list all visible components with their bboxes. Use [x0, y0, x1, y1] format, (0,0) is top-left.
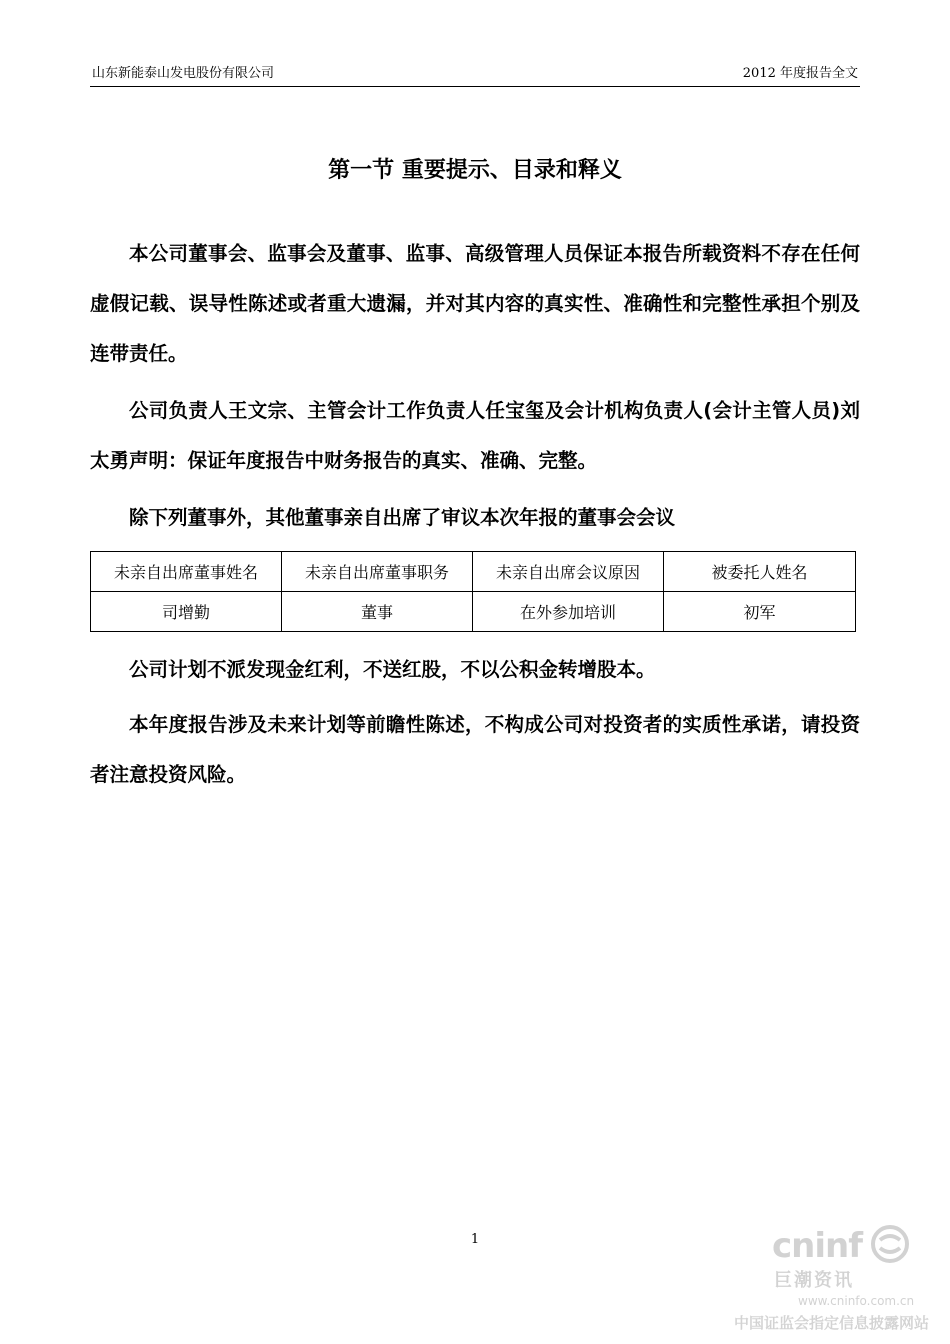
watermark-url: www.cninfo.com.cn — [798, 1294, 915, 1308]
table-header-cell: 未亲自出席会议原因 — [473, 552, 664, 592]
header-company-name: 山东新能泰山发电股份有限公司 — [92, 66, 275, 81]
table-row — [91, 592, 856, 632]
header-report-title: 2012 年度报告全文 — [742, 66, 858, 81]
table-cell: 司增勤 — [91, 592, 282, 632]
watermark-brand-cn: 巨潮资讯 — [774, 1270, 854, 1291]
table-header-cell: 被委托人姓名 — [664, 552, 856, 592]
table-cell: 在外参加培训 — [473, 592, 664, 632]
forward-looking-risk-notice: 本年度报告涉及未来计划等前瞻性陈述，不构成公司对投资者的实质性承诺，请投资者注意投资风险。 — [90, 713, 860, 786]
financial-report-declaration: 公司负责人王文宗、主管会计工作负责人任宝玺及会计机构负责人(会计主管人员)刘太勇声明：保证年度报告中财务报告的真实、准确、完整。 — [90, 399, 860, 472]
responsibility-statement: 本公司董事会、监事会及董事、监事、高级管理人员保证本报告所载资料不存在任何虚假记载、误导性陈述或者重大遗漏，并对其内容的真实性、准确性和完整性承担个别及连带责任。 — [90, 242, 860, 365]
section-title: 第一节 重要提示、目录和释义 — [328, 158, 622, 183]
director-attendance-note: 除下列董事外，其他董事亲自出席了审议本次年报的董事会会议 — [129, 506, 676, 529]
watermark-brand: cninf — [772, 1226, 863, 1266]
watermark-slogan: 中国证监会指定信息披露网站 — [734, 1314, 930, 1332]
table-header-cell: 未亲自出席董事职务 — [282, 552, 473, 592]
table-header-cell: 未亲自出席董事姓名 — [91, 552, 282, 592]
cninfo-logo-icon — [870, 1224, 910, 1264]
absent-directors-table — [90, 551, 856, 632]
table-cell: 初军 — [664, 592, 856, 632]
table-cell: 董事 — [282, 592, 473, 632]
page-number: 1 — [470, 1232, 480, 1247]
cninfo-watermark — [728, 1222, 938, 1334]
running-header — [90, 62, 860, 87]
table-header-row — [91, 552, 856, 592]
dividend-plan-statement: 公司计划不派发现金红利，不送红股，不以公积金转增股本。 — [129, 658, 656, 681]
